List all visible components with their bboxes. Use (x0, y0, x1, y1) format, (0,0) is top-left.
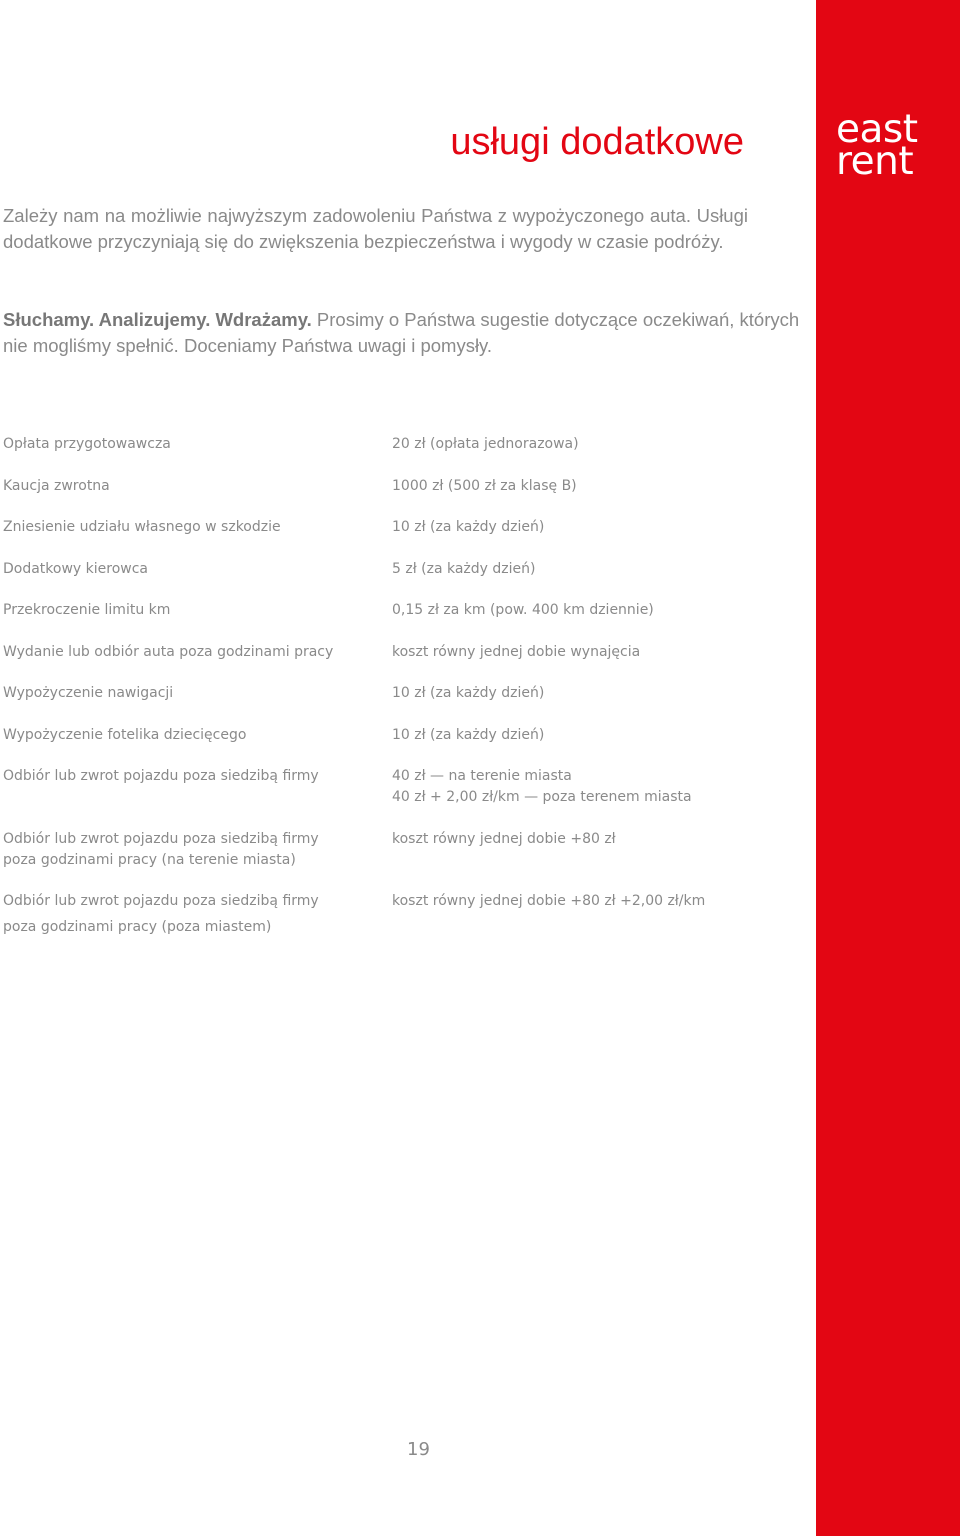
service-name-line: Odbiór lub zwrot pojazdu poza siedzibą firmy (3, 893, 319, 909)
service-row (3, 434, 803, 476)
service-name: Przekroczenie limitu km (3, 602, 171, 618)
service-name-line: Odbiór lub zwrot pojazdu poza siedzibą firmy (3, 831, 319, 847)
service-price-line: 40 zł + 2,00 zł/km — poza terenem miasta (392, 789, 692, 805)
service-price: 5 zł (za każdy dzień) (392, 561, 536, 577)
service-row (3, 829, 803, 891)
service-row (3, 642, 803, 683)
service-price-line: 40 zł — na terenie miasta (392, 768, 572, 784)
service-price: 1000 zł (500 zł za klasę B) (392, 478, 577, 494)
brand-sidebar (816, 0, 960, 1536)
service-row (3, 891, 803, 951)
service-row (3, 766, 803, 829)
service-price: 10 zł (za każdy dzień) (392, 519, 545, 535)
service-row (3, 559, 803, 600)
motto-text: Prosimy o Państwa sugestie dotyczące oczekiwań, których nie mogliśmy spełnić. Doceniamy Państwa uwagi i pomysły. (3, 309, 800, 356)
service-name: Zniesienie udziału własnego w szkodzie (3, 519, 281, 535)
service-name: Opłata przygotowawcza (3, 436, 171, 452)
service-price: 20 zł (opłata jednorazowa) (392, 436, 579, 452)
service-row (3, 725, 803, 766)
service-name-line: poza godzinami pracy (na terenie miasta) (3, 852, 296, 868)
motto-paragraph (3, 307, 803, 359)
service-name: Odbiór lub zwrot pojazdu poza siedzibą firmy (3, 768, 319, 784)
service-price: koszt równy jednej dobie wynajęcia (392, 644, 641, 660)
service-name (3, 891, 383, 938)
service-price: koszt równy jednej dobie +80 zł +2,00 zł/km (392, 893, 706, 909)
motto-strong: Słuchamy. Analizujemy. Wdrażamy. (3, 309, 312, 330)
intro-paragraph: Zależy nam na możliwie najwyższym zadowoleniu Państwa z wypożyczonego auta. Usługi dodatkowe przyczyniają się do zwiększenia bezpieczeństwa i wygody w czasie podróży. (3, 205, 748, 252)
service-name: Wydanie lub odbiór auta poza godzinami pracy (3, 644, 334, 660)
service-price: 0,15 zł za km (pow. 400 km dziennie) (392, 602, 654, 618)
services-table (3, 434, 803, 951)
east-rent-logo (836, 107, 918, 184)
service-price: koszt równy jednej dobie +80 zł (392, 831, 616, 847)
service-row (3, 600, 803, 642)
logo-line-rent: rent (836, 139, 914, 184)
service-price: 10 zł (za każdy dzień) (392, 727, 545, 743)
service-name-line: poza godzinami pracy (poza miastem) (3, 919, 272, 935)
service-name (3, 829, 383, 871)
service-row (3, 683, 803, 725)
logo-line-east: east (836, 107, 918, 152)
page-number: 19 (407, 1439, 430, 1460)
service-name: Dodatkowy kierowca (3, 561, 149, 577)
page-title: usługi dodatkowe (450, 121, 744, 163)
service-name: Kaucja zwrotna (3, 478, 110, 494)
service-price: 10 zł (za każdy dzień) (392, 685, 545, 701)
service-row (3, 517, 803, 559)
service-price (392, 766, 792, 808)
service-name: Wypożyczenie nawigacji (3, 685, 174, 701)
service-name: Wypożyczenie fotelika dziecięcego (3, 727, 247, 743)
service-row (3, 476, 803, 517)
